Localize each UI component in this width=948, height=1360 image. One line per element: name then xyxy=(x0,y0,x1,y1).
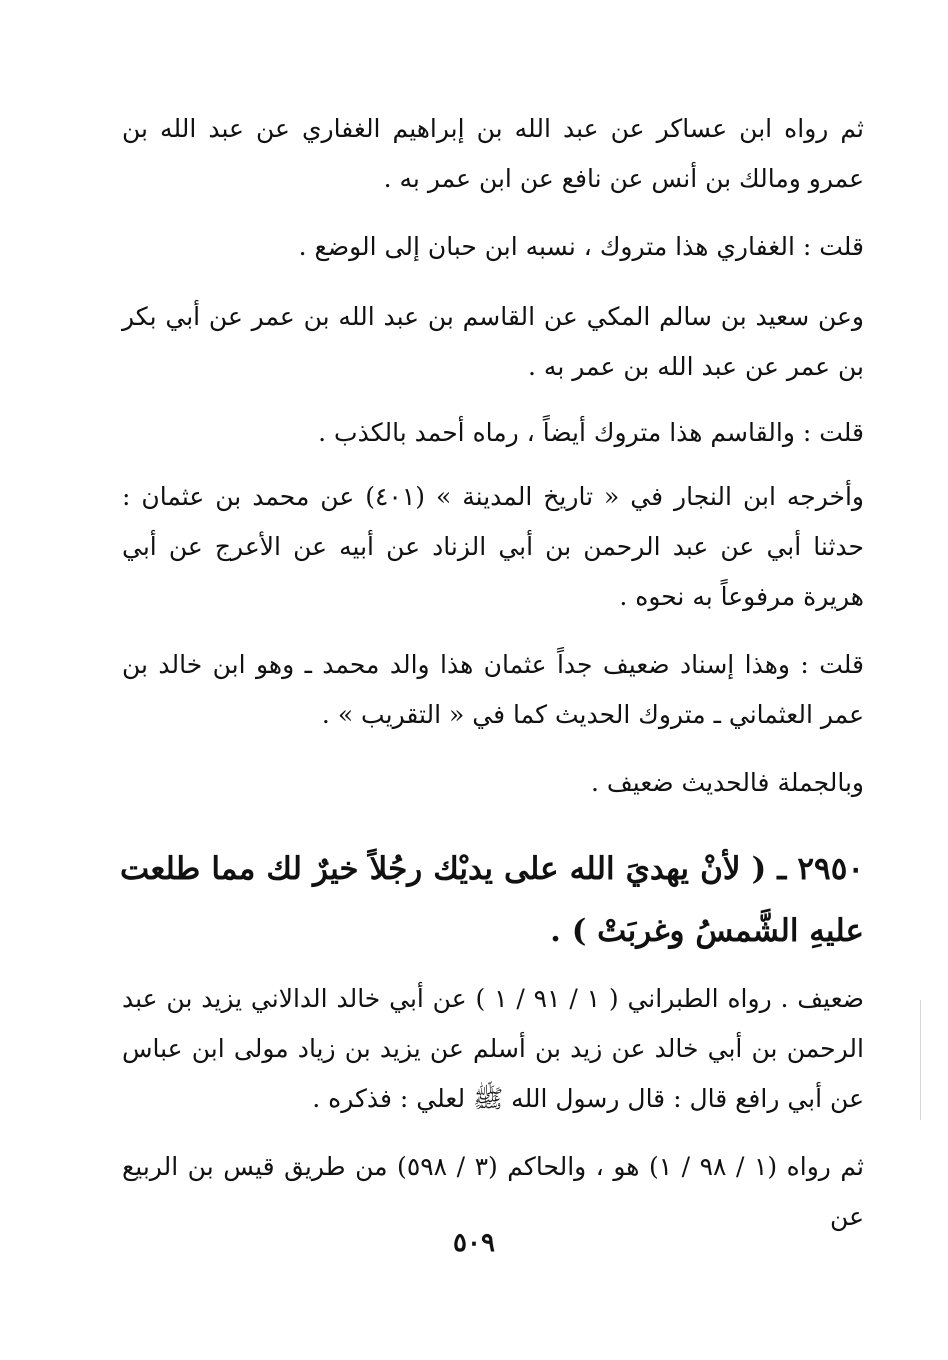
paragraph-conclusion: وبالجملة فالحديث ضعيف . xyxy=(591,768,864,797)
paragraph-qasim-note: قلت : والقاسم هذا متروك أيضاً ، رماه أحمد بالكذب . xyxy=(318,418,864,447)
paragraph-hakim: ثم رواه (١ / ٩٨ / ١) هو ، والحاكم (٣ / ٥٩٨) من طريق قيس بن الربيع عن xyxy=(122,1152,864,1231)
hadith-heading: ٢٩٥٠ ـ ( لأنْ يهديَ الله على يديْك رجُلاً خيرٌ لك مما طلعت عليهِ الشَّمسُ وغربَتْ ) . xyxy=(120,851,864,949)
paragraph-said-ibn-salim: وعن سعيد بن سالم المكي عن القاسم بن عبد الله بن عمر عن أبي بكر بن عمر عن عبد الله بن عمر به . xyxy=(122,302,864,381)
paragraph-ibn-asakir: ثم رواه ابن عساكر عن عبد الله بن إبراهيم الغفاري عن عبد الله بن عمرو ومالك بن أنس عن نافع عن ابن عمر به . xyxy=(122,114,864,193)
margin-rule xyxy=(920,1000,921,1120)
paragraph-ghifari-note: قلت : الغفاري هذا متروك ، نسبه ابن حبان إلى الوضع . xyxy=(298,232,864,261)
paragraph-isnad-note: قلت : وهذا إسناد ضعيف جداً عثمان هذا والد محمد ـ وهو ابن خالد بن عمر العثماني ـ متروك الحديث كما في « التقريب » . xyxy=(122,650,864,729)
page-number: ٥٠٩ xyxy=(453,1228,495,1258)
paragraph-ibn-najjar: وأخرجه ابن النجار في « تاريخ المدينة » (٤٠١) عن محمد بن عثمان : حدثنا أبي عن عبد الرحمن بن أبي الزناد عن أبيه عن الأعرج عن أبي هريرة مرفوعاً به نحوه . xyxy=(122,482,864,611)
paragraph-tabarani: ضعيف . رواه الطبراني ( ١ / ٩١ / ١ ) عن أبي خالد الدالاني يزيد بن عبد الرحمن بن أبي خالد عن زيد بن أسلم عن يزيد بن زياد مولى ابن عباس عن أبي رافع قال : قال رسول الله ﷺ لعلي : فذكره . xyxy=(122,984,864,1113)
